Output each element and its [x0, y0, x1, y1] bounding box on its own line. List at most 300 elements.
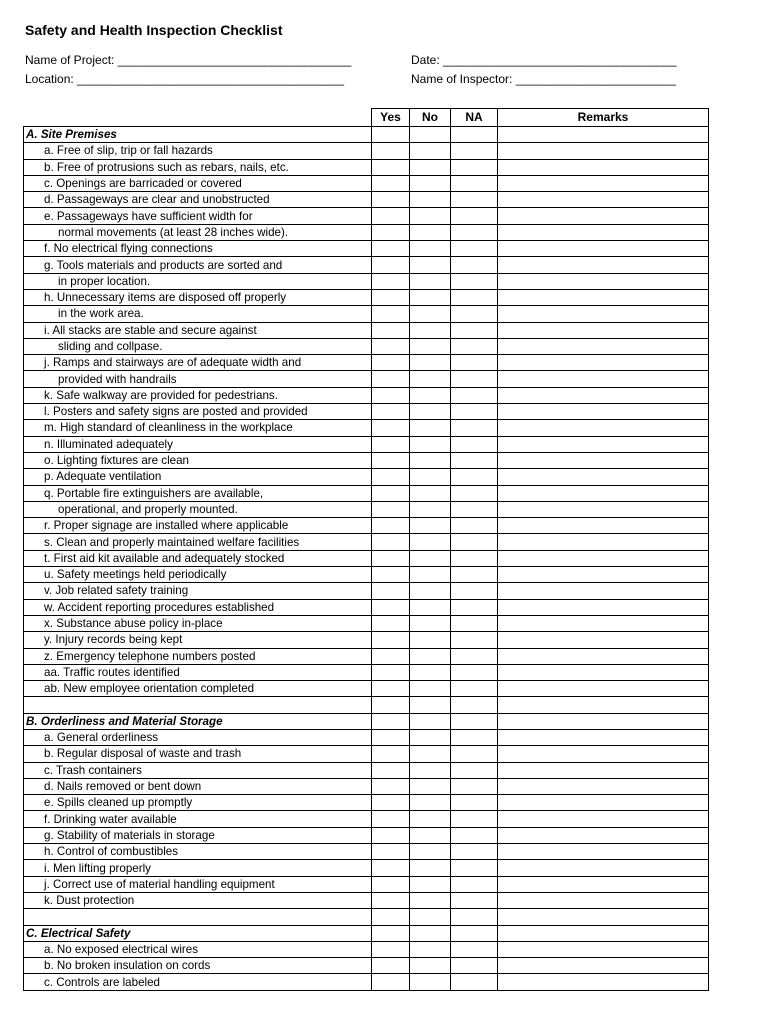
no-cell[interactable]: [410, 452, 451, 468]
yes-cell[interactable]: [372, 941, 410, 957]
remarks-cell[interactable]: [498, 289, 709, 305]
checklist-item-label: normal movements (at least 28 inches wide).: [24, 224, 372, 240]
remarks-cell[interactable]: [498, 159, 709, 175]
na-cell[interactable]: [451, 762, 498, 778]
inspector-field[interactable]: Name of Inspector: ________________________: [411, 72, 676, 86]
remarks-cell[interactable]: [498, 844, 709, 860]
no-cell[interactable]: [410, 974, 451, 990]
table-row: [24, 387, 709, 403]
checklist-item-label: w. Accident reporting procedures established: [24, 599, 372, 615]
remarks-cell[interactable]: [498, 697, 709, 713]
na-cell[interactable]: [451, 599, 498, 615]
no-cell[interactable]: [410, 501, 451, 517]
table-row: [24, 729, 709, 745]
yes-cell[interactable]: [372, 452, 410, 468]
remarks-cell[interactable]: [498, 664, 709, 680]
checklist-item-label: n. Illuminated adequately: [24, 436, 372, 452]
yes-cell[interactable]: [372, 746, 410, 762]
table-row: [24, 159, 709, 175]
checklist-item-label: a. Free of slip, trip or fall hazards: [24, 143, 372, 159]
yes-cell[interactable]: [372, 371, 410, 387]
yes-cell[interactable]: [372, 175, 410, 191]
remarks-cell[interactable]: [498, 143, 709, 159]
checklist-item-label: d. Passageways are clear and unobstructed: [24, 192, 372, 208]
yes-cell[interactable]: [372, 925, 410, 941]
no-cell[interactable]: [410, 746, 451, 762]
no-cell[interactable]: [410, 322, 451, 338]
yes-cell[interactable]: [372, 355, 410, 371]
project-name-field[interactable]: Name of Project: ___________________________________: [25, 53, 352, 67]
na-cell[interactable]: [451, 322, 498, 338]
table-row: [24, 615, 709, 631]
table-row: [24, 681, 709, 697]
yes-cell[interactable]: [372, 306, 410, 322]
checklist-item-label: b. Free of protrusions such as rebars, nails, etc.: [24, 159, 372, 175]
na-cell[interactable]: [451, 664, 498, 680]
checklist-item-label: x. Substance abuse policy in-place: [24, 615, 372, 631]
remarks-cell[interactable]: [498, 436, 709, 452]
na-cell[interactable]: [451, 974, 498, 990]
na-cell[interactable]: [451, 844, 498, 860]
remarks-cell[interactable]: [498, 257, 709, 273]
checklist-item-label: in the work area.: [24, 306, 372, 322]
yes-cell[interactable]: [372, 501, 410, 517]
na-cell[interactable]: [451, 387, 498, 403]
no-cell[interactable]: [410, 518, 451, 534]
na-cell[interactable]: [451, 208, 498, 224]
no-cell[interactable]: [410, 420, 451, 436]
checklist-item-label: p. Adequate ventilation: [24, 469, 372, 485]
na-cell[interactable]: [451, 175, 498, 191]
no-cell[interactable]: [410, 632, 451, 648]
yes-cell[interactable]: [372, 958, 410, 974]
table-row: [24, 371, 709, 387]
na-cell[interactable]: [451, 876, 498, 892]
yes-cell[interactable]: [372, 550, 410, 566]
table-row: [24, 257, 709, 273]
remarks-cell[interactable]: [498, 762, 709, 778]
no-cell[interactable]: [410, 306, 451, 322]
table-row: [24, 550, 709, 566]
na-cell[interactable]: [451, 127, 498, 143]
na-cell[interactable]: [451, 860, 498, 876]
checklist-item-label: h. Control of combustibles: [24, 844, 372, 860]
checklist-item-label: e. Spills cleaned up promptly: [24, 795, 372, 811]
yes-cell[interactable]: [372, 599, 410, 615]
yes-cell[interactable]: [372, 795, 410, 811]
remarks-cell[interactable]: [498, 355, 709, 371]
na-cell[interactable]: [451, 518, 498, 534]
yes-cell[interactable]: [372, 387, 410, 403]
location-field[interactable]: Location: ________________________________________: [25, 72, 344, 86]
table-row: [24, 289, 709, 305]
yes-cell[interactable]: [372, 567, 410, 583]
checklist-item-label: j. Correct use of material handling equipment: [24, 876, 372, 892]
na-cell[interactable]: [451, 827, 498, 843]
checklist-item-label: aa. Traffic routes identified: [24, 664, 372, 680]
yes-cell[interactable]: [372, 844, 410, 860]
table-row: [24, 338, 709, 354]
na-cell[interactable]: [451, 485, 498, 501]
no-cell[interactable]: [410, 958, 451, 974]
remarks-cell[interactable]: [498, 420, 709, 436]
no-cell[interactable]: [410, 127, 451, 143]
yes-cell[interactable]: [372, 664, 410, 680]
table-row: [24, 501, 709, 517]
yes-cell[interactable]: [372, 762, 410, 778]
na-cell[interactable]: [451, 143, 498, 159]
no-cell[interactable]: [410, 289, 451, 305]
yes-cell[interactable]: [372, 583, 410, 599]
no-cell[interactable]: [410, 811, 451, 827]
checklist-item-label: z. Emergency telephone numbers posted: [24, 648, 372, 664]
checklist-item-label: i. Men lifting properly: [24, 860, 372, 876]
table-row: [24, 599, 709, 615]
remarks-cell[interactable]: [498, 795, 709, 811]
na-cell[interactable]: [451, 306, 498, 322]
na-cell[interactable]: [451, 681, 498, 697]
blank-row: [24, 697, 709, 713]
table-row: [24, 892, 709, 908]
na-cell[interactable]: [451, 192, 498, 208]
no-cell[interactable]: [410, 241, 451, 257]
table-row: [24, 420, 709, 436]
remarks-cell[interactable]: [498, 958, 709, 974]
remarks-cell[interactable]: [498, 452, 709, 468]
yes-cell[interactable]: [372, 127, 410, 143]
na-cell[interactable]: [451, 289, 498, 305]
remarks-cell[interactable]: [498, 974, 709, 990]
remarks-cell[interactable]: [498, 941, 709, 957]
yes-cell[interactable]: [372, 224, 410, 240]
table-row: [24, 632, 709, 648]
table-row: [24, 175, 709, 191]
checklist-item-label: provided with handrails: [24, 371, 372, 387]
yes-cell[interactable]: [372, 827, 410, 843]
na-cell[interactable]: [451, 648, 498, 664]
table-row: [24, 583, 709, 599]
yes-cell[interactable]: [372, 713, 410, 729]
na-cell[interactable]: [451, 257, 498, 273]
no-cell[interactable]: [410, 648, 451, 664]
no-cell[interactable]: [410, 909, 451, 925]
column-header-no: No: [410, 109, 451, 127]
table-row: [24, 192, 709, 208]
remarks-cell[interactable]: [498, 550, 709, 566]
remarks-cell[interactable]: [498, 338, 709, 354]
table-row: [24, 208, 709, 224]
section-header-row: [24, 925, 709, 941]
remarks-cell[interactable]: [498, 583, 709, 599]
no-cell[interactable]: [410, 485, 451, 501]
na-cell[interactable]: [451, 371, 498, 387]
na-cell[interactable]: [451, 436, 498, 452]
table-row: [24, 485, 709, 501]
no-cell[interactable]: [410, 355, 451, 371]
table-row: [24, 518, 709, 534]
remarks-cell[interactable]: [498, 876, 709, 892]
yes-cell[interactable]: [372, 485, 410, 501]
checklist-item-label: b. No broken insulation on cords: [24, 958, 372, 974]
remarks-cell[interactable]: [498, 713, 709, 729]
na-cell[interactable]: [451, 778, 498, 794]
yes-cell[interactable]: [372, 420, 410, 436]
remarks-cell[interactable]: [498, 241, 709, 257]
yes-cell[interactable]: [372, 534, 410, 550]
remarks-cell[interactable]: [498, 567, 709, 583]
date-field[interactable]: Date: ___________________________________: [411, 53, 677, 67]
table-row: [24, 241, 709, 257]
checklist-item-label: l. Posters and safety signs are posted and provided: [24, 404, 372, 420]
checklist-item-label: m. High standard of cleanliness in the workplace: [24, 420, 372, 436]
no-cell[interactable]: [410, 941, 451, 957]
yes-cell[interactable]: [372, 974, 410, 990]
remarks-cell[interactable]: [498, 648, 709, 664]
checklist-item-label: k. Dust protection: [24, 892, 372, 908]
na-cell[interactable]: [451, 713, 498, 729]
remarks-cell[interactable]: [498, 615, 709, 631]
remarks-cell[interactable]: [498, 860, 709, 876]
no-cell[interactable]: [410, 681, 451, 697]
na-cell[interactable]: [451, 404, 498, 420]
remarks-cell[interactable]: [498, 729, 709, 745]
section-header-row: [24, 713, 709, 729]
checklist-item-label: g. Stability of materials in storage: [24, 827, 372, 843]
checklist-item-label: v. Job related safety training: [24, 583, 372, 599]
checklist-item-label: r. Proper signage are installed where applicable: [24, 518, 372, 534]
na-cell[interactable]: [451, 534, 498, 550]
remarks-cell[interactable]: [498, 224, 709, 240]
no-cell[interactable]: [410, 192, 451, 208]
remarks-cell[interactable]: [498, 518, 709, 534]
no-cell[interactable]: [410, 827, 451, 843]
yes-cell[interactable]: [372, 518, 410, 534]
yes-cell[interactable]: [372, 436, 410, 452]
table-row: [24, 974, 709, 990]
na-cell[interactable]: [451, 925, 498, 941]
table-row: [24, 355, 709, 371]
no-cell[interactable]: [410, 729, 451, 745]
yes-cell[interactable]: [372, 241, 410, 257]
table-row: [24, 534, 709, 550]
yes-cell[interactable]: [372, 729, 410, 745]
na-cell[interactable]: [451, 615, 498, 631]
table-header-row: [24, 109, 709, 127]
remarks-cell[interactable]: [498, 322, 709, 338]
remarks-cell[interactable]: [498, 778, 709, 794]
remarks-cell[interactable]: [498, 404, 709, 420]
remarks-cell[interactable]: [498, 746, 709, 762]
remarks-cell[interactable]: [498, 632, 709, 648]
no-cell[interactable]: [410, 436, 451, 452]
na-cell[interactable]: [451, 567, 498, 583]
yes-cell[interactable]: [372, 860, 410, 876]
na-cell[interactable]: [451, 224, 498, 240]
na-cell[interactable]: [451, 795, 498, 811]
na-cell[interactable]: [451, 241, 498, 257]
remarks-cell[interactable]: [498, 811, 709, 827]
column-header-remarks: Remarks: [498, 109, 709, 127]
checklist-item-label: c. Openings are barricaded or covered: [24, 175, 372, 191]
yes-cell[interactable]: [372, 192, 410, 208]
yes-cell[interactable]: [372, 338, 410, 354]
na-cell[interactable]: [451, 697, 498, 713]
checklist-item-label: c. Trash containers: [24, 762, 372, 778]
na-cell[interactable]: [451, 909, 498, 925]
checklist-table: [23, 108, 709, 991]
no-cell[interactable]: [410, 876, 451, 892]
no-cell[interactable]: [410, 892, 451, 908]
no-cell[interactable]: [410, 697, 451, 713]
yes-cell[interactable]: [372, 143, 410, 159]
remarks-cell[interactable]: [498, 273, 709, 289]
yes-cell[interactable]: [372, 648, 410, 664]
no-cell[interactable]: [410, 387, 451, 403]
table-row: [24, 452, 709, 468]
no-cell[interactable]: [410, 371, 451, 387]
na-cell[interactable]: [451, 746, 498, 762]
yes-cell[interactable]: [372, 469, 410, 485]
checklist-item-label: h. Unnecessary items are disposed off properly: [24, 289, 372, 305]
remarks-cell[interactable]: [498, 534, 709, 550]
no-cell[interactable]: [410, 143, 451, 159]
remarks-cell[interactable]: [498, 827, 709, 843]
yes-cell[interactable]: [372, 778, 410, 794]
yes-cell[interactable]: [372, 273, 410, 289]
remarks-cell[interactable]: [498, 371, 709, 387]
na-cell[interactable]: [451, 159, 498, 175]
remarks-cell[interactable]: [498, 925, 709, 941]
no-cell[interactable]: [410, 208, 451, 224]
na-cell[interactable]: [451, 583, 498, 599]
table-row: [24, 224, 709, 240]
na-cell[interactable]: [451, 941, 498, 957]
no-cell[interactable]: [410, 583, 451, 599]
table-row: [24, 860, 709, 876]
no-cell[interactable]: [410, 257, 451, 273]
yes-cell[interactable]: [372, 892, 410, 908]
yes-cell[interactable]: [372, 615, 410, 631]
na-cell[interactable]: [451, 632, 498, 648]
no-cell[interactable]: [410, 550, 451, 566]
yes-cell[interactable]: [372, 289, 410, 305]
checklist-item-label: ab. New employee orientation completed: [24, 681, 372, 697]
yes-cell[interactable]: [372, 257, 410, 273]
no-cell[interactable]: [410, 159, 451, 175]
na-cell[interactable]: [451, 811, 498, 827]
no-cell[interactable]: [410, 925, 451, 941]
remarks-cell[interactable]: [498, 127, 709, 143]
no-cell[interactable]: [410, 224, 451, 240]
no-cell[interactable]: [410, 713, 451, 729]
table-row: [24, 844, 709, 860]
checklist-item-label: a. General orderliness: [24, 729, 372, 745]
na-cell[interactable]: [451, 420, 498, 436]
checklist-item-label: f. No electrical flying connections: [24, 241, 372, 257]
remarks-cell[interactable]: [498, 192, 709, 208]
remarks-cell[interactable]: [498, 469, 709, 485]
yes-cell[interactable]: [372, 681, 410, 697]
checklist-item-label: t. First aid kit available and adequately stocked: [24, 550, 372, 566]
na-cell[interactable]: [451, 958, 498, 974]
table-row: [24, 664, 709, 680]
no-cell[interactable]: [410, 404, 451, 420]
no-cell[interactable]: [410, 778, 451, 794]
table-row: [24, 273, 709, 289]
checklist-item-label: q. Portable fire extinguishers are available,: [24, 485, 372, 501]
na-cell[interactable]: [451, 338, 498, 354]
yes-cell[interactable]: [372, 208, 410, 224]
table-row: [24, 795, 709, 811]
no-cell[interactable]: [410, 469, 451, 485]
remarks-cell[interactable]: [498, 501, 709, 517]
no-cell[interactable]: [410, 567, 451, 583]
remarks-cell[interactable]: [498, 485, 709, 501]
checklist-item-label: [24, 697, 372, 713]
na-cell[interactable]: [451, 729, 498, 745]
column-header-na: NA: [451, 109, 498, 127]
no-cell[interactable]: [410, 599, 451, 615]
remarks-cell[interactable]: [498, 681, 709, 697]
remarks-cell[interactable]: [498, 909, 709, 925]
remarks-cell[interactable]: [498, 892, 709, 908]
table-row: [24, 322, 709, 338]
no-cell[interactable]: [410, 175, 451, 191]
na-cell[interactable]: [451, 273, 498, 289]
yes-cell[interactable]: [372, 909, 410, 925]
blank-row: [24, 909, 709, 925]
na-cell[interactable]: [451, 469, 498, 485]
table-row: [24, 958, 709, 974]
checklist-item-label: s. Clean and properly maintained welfare facilities: [24, 534, 372, 550]
checklist-item-label: i. All stacks are stable and secure against: [24, 322, 372, 338]
remarks-cell[interactable]: [498, 599, 709, 615]
yes-cell[interactable]: [372, 632, 410, 648]
yes-cell[interactable]: [372, 404, 410, 420]
no-cell[interactable]: [410, 534, 451, 550]
yes-cell[interactable]: [372, 322, 410, 338]
yes-cell[interactable]: [372, 159, 410, 175]
remarks-cell[interactable]: [498, 306, 709, 322]
remarks-cell[interactable]: [498, 208, 709, 224]
no-cell[interactable]: [410, 615, 451, 631]
no-cell[interactable]: [410, 844, 451, 860]
na-cell[interactable]: [451, 355, 498, 371]
table-row: [24, 436, 709, 452]
yes-cell[interactable]: [372, 811, 410, 827]
checklist-item-label: c. Controls are labeled: [24, 974, 372, 990]
checklist-item-label: d. Nails removed or bent down: [24, 778, 372, 794]
na-cell[interactable]: [451, 550, 498, 566]
table-row: [24, 746, 709, 762]
no-cell[interactable]: [410, 860, 451, 876]
table-row: [24, 827, 709, 843]
no-cell[interactable]: [410, 664, 451, 680]
no-cell[interactable]: [410, 762, 451, 778]
yes-cell[interactable]: [372, 697, 410, 713]
yes-cell[interactable]: [372, 876, 410, 892]
checklist-item-label: u. Safety meetings held periodically: [24, 567, 372, 583]
remarks-cell[interactable]: [498, 175, 709, 191]
checklist-item-label: f. Drinking water available: [24, 811, 372, 827]
na-cell[interactable]: [451, 452, 498, 468]
no-cell[interactable]: [410, 338, 451, 354]
na-cell[interactable]: [451, 501, 498, 517]
remarks-cell[interactable]: [498, 387, 709, 403]
na-cell[interactable]: [451, 892, 498, 908]
no-cell[interactable]: [410, 273, 451, 289]
no-cell[interactable]: [410, 795, 451, 811]
